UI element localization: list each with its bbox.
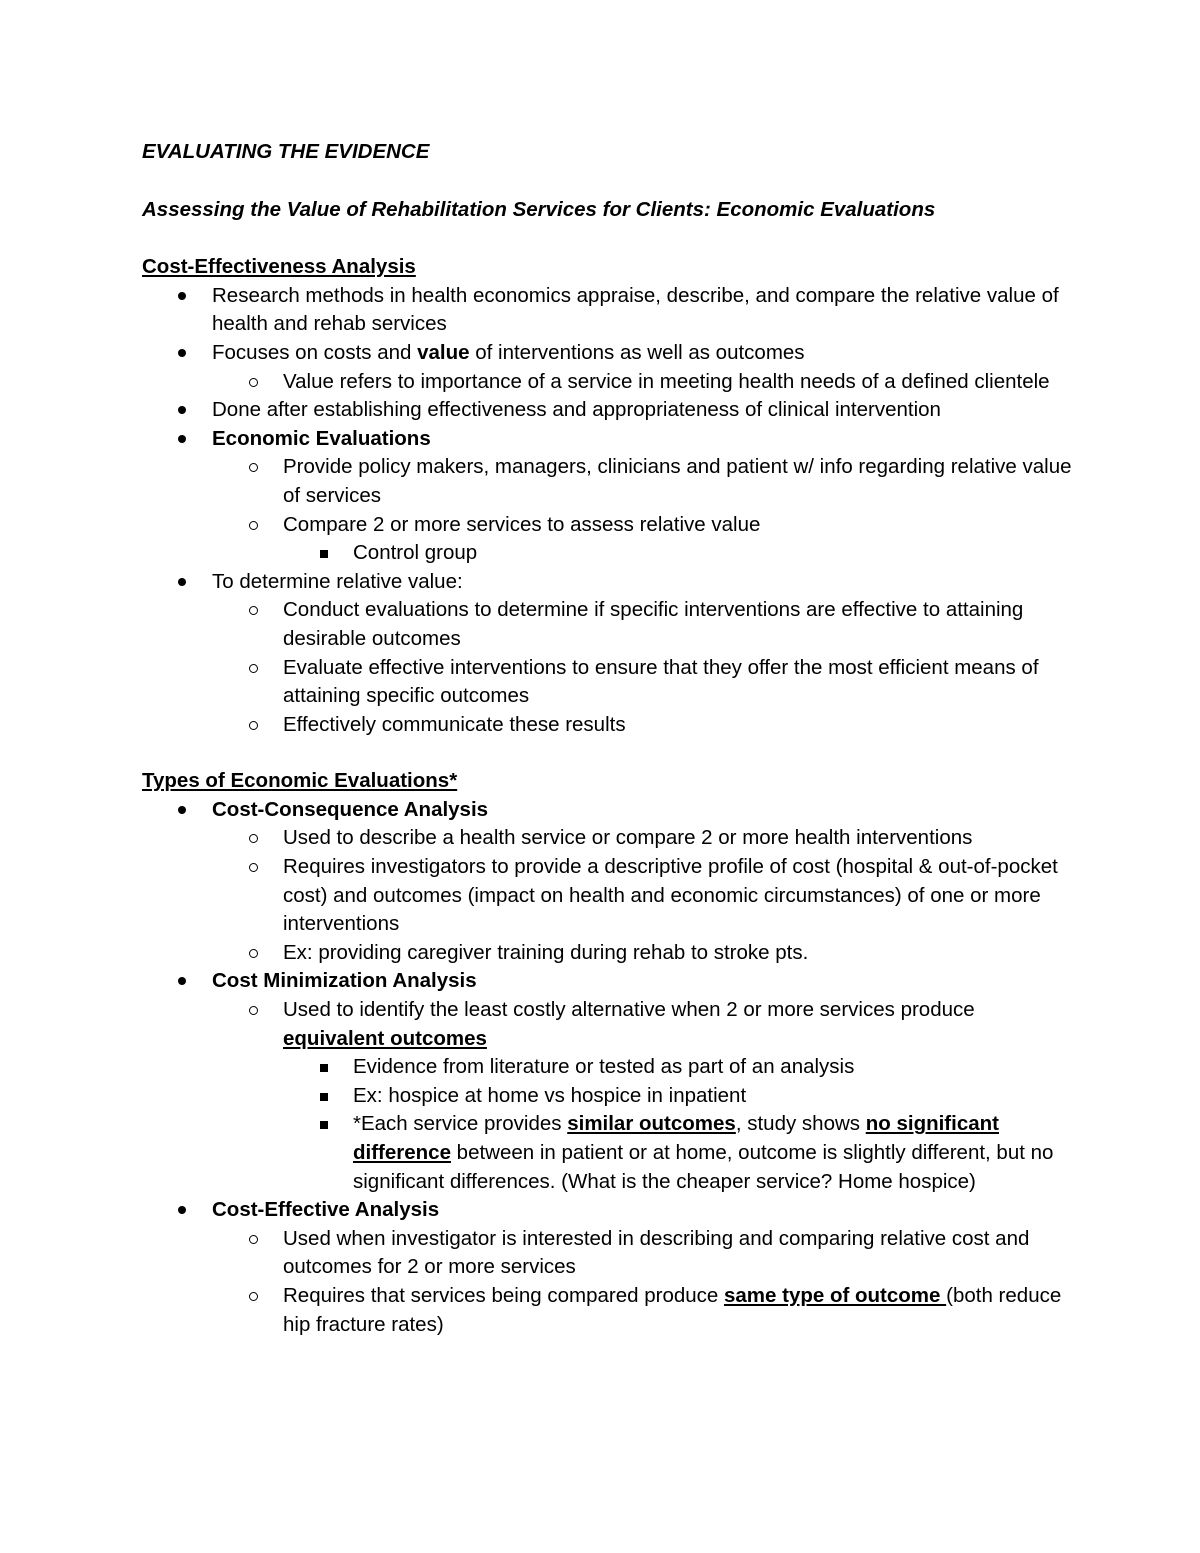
list-item: Effectively communicate these results xyxy=(142,711,1072,740)
list-item: Used to describe a health service or compare 2 or more health interventions xyxy=(142,824,1072,853)
text-run: Focuses on costs and xyxy=(212,340,418,364)
list-item: Evaluate effective interventions to ensure that they offer the most efficient means of attaining specific outcomes xyxy=(142,654,1072,711)
text-run: between in patient or at home, outcome is slightly different, but no significant differences. (What is the cheaper service? Home hospice) xyxy=(353,1141,1054,1193)
list-item: Value refers to importance of a service in meeting health needs of a defined clientele xyxy=(142,368,1072,397)
text-run: Requires that services being compared produce xyxy=(283,1283,724,1307)
text-run: Used to identify the least costly alternative when 2 or more services produce xyxy=(283,998,975,1022)
text-run: of interventions as well as outcomes xyxy=(469,340,805,364)
section-heading-types: Types of Economic Evaluations* xyxy=(142,769,458,793)
list-item: Cost-Effective Analysis xyxy=(142,1196,1072,1225)
text-run: *Each service provides xyxy=(353,1112,568,1136)
bold-text: value xyxy=(417,340,470,364)
list-item: Economic Evaluations xyxy=(142,425,1072,454)
list-item: Evidence from literature or tested as part of an analysis xyxy=(142,1053,1072,1082)
list-item: Cost Minimization Analysis xyxy=(142,967,1072,996)
list-item: Ex: providing caregiver training during rehab to stroke pts. xyxy=(142,939,1072,968)
list-item xyxy=(142,339,1072,368)
bold-underlined-text: no significant difference xyxy=(353,1112,999,1164)
list-item: Conduct evaluations to determine if specific interventions are effective to attaining desirable outcomes xyxy=(142,596,1072,653)
list-item: Provide policy makers, managers, clinicians and patient w/ info regarding relative value of services xyxy=(142,453,1072,510)
bold-underlined-text: equivalent outcomes xyxy=(283,1026,487,1050)
list-item xyxy=(142,1110,1072,1196)
text-run: , study shows xyxy=(735,1112,866,1136)
bold-underlined-text: same type of outcome xyxy=(724,1283,947,1307)
list-item: Done after establishing effectiveness and appropriateness of clinical intervention xyxy=(142,396,1072,425)
list-item: To determine relative value: xyxy=(142,568,1072,597)
text-run: (both reduce hip fracture rates) xyxy=(283,1283,1062,1336)
document-subtitle: Assessing the Value of Rehabilitation Services for Clients: Economic Evaluations xyxy=(142,197,936,221)
list-item: Compare 2 or more services to assess relative value xyxy=(142,511,1072,540)
section-list-cost-effectiveness xyxy=(142,282,1072,740)
document-title: EVALUATING THE EVIDENCE xyxy=(142,140,430,163)
list-item xyxy=(142,1282,1072,1339)
list-item: Requires investigators to provide a descriptive profile of cost (hospital & out-of-pocket cost) and outcomes (impact on health and economic circumstances) of one or more interventions xyxy=(142,853,1072,939)
list-item: Ex: hospice at home vs hospice in inpatient xyxy=(142,1082,1072,1111)
list-item xyxy=(142,996,1072,1053)
list-item: Control group xyxy=(142,539,1072,568)
section-heading-cost-effectiveness: Cost-Effectiveness Analysis xyxy=(142,255,416,279)
document-page xyxy=(142,138,1072,1339)
list-item: Used when investigator is interested in describing and comparing relative cost and outcomes for 2 or more services xyxy=(142,1225,1072,1282)
bold-underlined-text: similar outcomes xyxy=(567,1112,736,1136)
list-item: Cost-Consequence Analysis xyxy=(142,796,1072,825)
list-item: Research methods in health economics appraise, describe, and compare the relative value of health and rehab services xyxy=(142,282,1072,339)
section-list-types xyxy=(142,796,1072,1339)
